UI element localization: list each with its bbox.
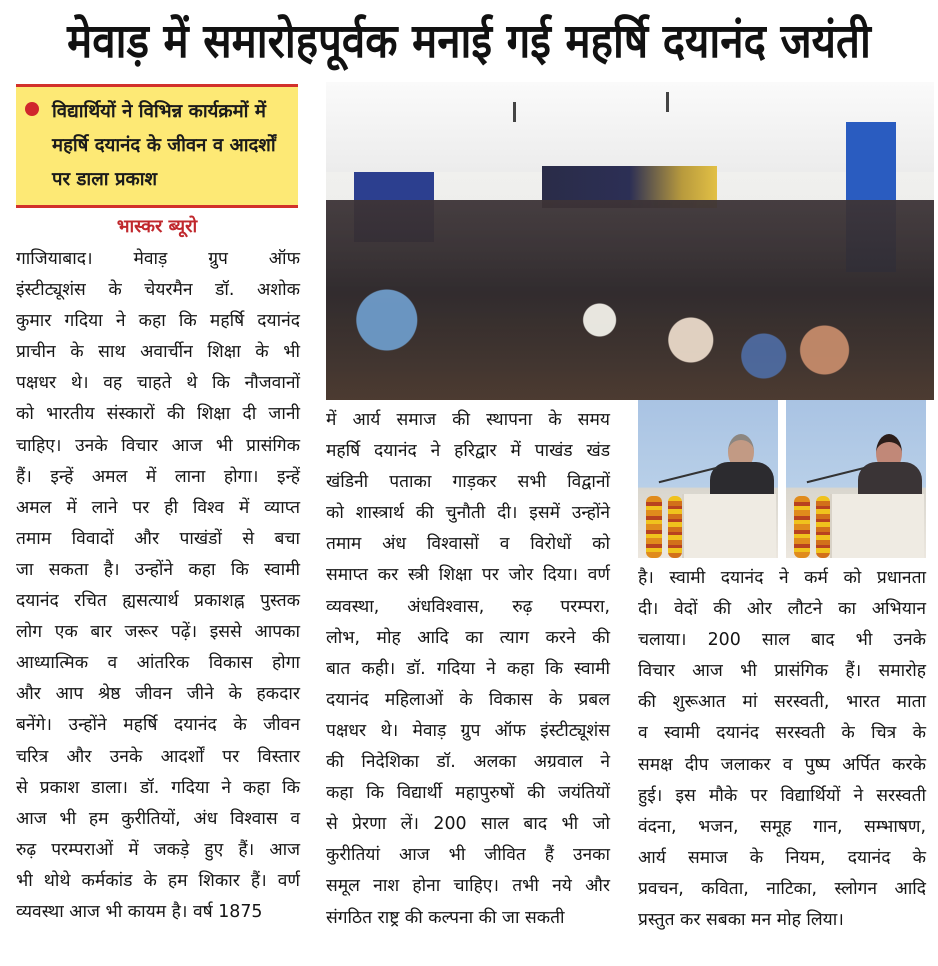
text-line: व स्वामी दयानंद सरस्वती के चित्र के bbox=[638, 723, 926, 744]
text-line: लोग एक बार जरूर पढ़ें। इससे आपका bbox=[16, 622, 300, 643]
deck-line: पर डाला प्रकाश bbox=[52, 169, 158, 190]
article-column-middle bbox=[326, 405, 610, 934]
text-line: आज भी हम कुरीतियों, अंध विश्वास व bbox=[16, 808, 300, 829]
female-speaker-photo bbox=[786, 400, 926, 558]
text-line: चाहिए। उनके विचार आज भी प्रासंगिक bbox=[16, 435, 300, 456]
text-line: को शास्त्रार्थ की चुनौती दी। इसमें उन्होंने bbox=[326, 503, 610, 524]
text-line: खंडिनी पताका गाड़कर सभी विद्वानों bbox=[326, 472, 610, 493]
deck-box bbox=[16, 84, 298, 208]
text-line: कहा कि विद्यार्थी महापुरुषों की जयंतियों bbox=[326, 783, 610, 804]
text-line: कुरीतियां आज भी जीवित हैं उनका bbox=[326, 845, 610, 866]
text-line: चरित्र और उनके आदर्शों पर विस्तार bbox=[16, 746, 300, 767]
text-line: पक्षधर थे। मेवाड़ ग्रुप ऑफ इंस्टीट्यूशंस bbox=[326, 720, 610, 741]
text-line: हुई। इस मौके पर विद्यार्थियों ने सरस्वती bbox=[638, 785, 926, 806]
text-line: आध्यात्मिक व आंतरिक विकास होगा bbox=[16, 653, 300, 674]
text-line: गाजियाबाद। मेवाड़ ग्रुप ऑफ bbox=[16, 249, 300, 269]
article-column-right bbox=[638, 563, 926, 936]
text-line: से प्रकाश डाला। डॉ. गदिया ने कहा कि bbox=[16, 777, 300, 798]
deck-line: महर्षि दयानंद के जीवन व आदर्शों bbox=[52, 135, 276, 156]
text-line: की शुरूआत मां सरस्वती, भारत माता bbox=[638, 692, 926, 713]
text-line: प्रस्तुत कर सबका मन मोह लिया। bbox=[638, 910, 844, 931]
text-line: संगठित राष्ट्र की कल्पना की जा सकती bbox=[326, 907, 565, 928]
text-line: समाप्त कर स्त्री शिक्षा पर जोर दिया। वर्ण bbox=[326, 565, 610, 586]
text-line: समक्ष दीप जलाकर व पुष्प अर्पित करके bbox=[638, 754, 926, 775]
text-line: है। स्वामी दयानंद ने कर्म को प्रधानता bbox=[638, 568, 926, 588]
text-line: विचार आज भी प्रासंगिक हैं। समारोह bbox=[638, 661, 926, 682]
text-line: भी थोथे कर्मकांड के हम शिकार हैं। वर्ण bbox=[16, 870, 300, 891]
text-line: रुढ़ परम्पराओं में जकड़े हुए हैं। आज bbox=[16, 839, 300, 860]
text-line: पक्षधर थे। वह चाहते थे कि नौजवानों bbox=[16, 373, 300, 394]
text-line: आर्य समाज के नियम, दयानंद के bbox=[638, 847, 926, 868]
text-line: इंस्टीट्यूशंस के चेयरमैन डॉ. अशोक bbox=[16, 280, 300, 301]
byline: भास्कर ब्यूरो bbox=[116, 216, 198, 237]
text-line: हैं। इन्हें अमल में लाना होगा। इन्हें bbox=[16, 466, 300, 487]
text-line: को भारतीय संस्कारों की शिक्षा दी जानी bbox=[16, 404, 300, 425]
text-line: बात कही। डॉ. गदिया ने कहा कि स्वामी bbox=[326, 658, 610, 679]
text-line: अमल में लाने पर ही विश्व में व्याप्त bbox=[16, 497, 300, 518]
text-line: जा सकता है। उन्होंने कहा कि स्वामी bbox=[16, 559, 300, 580]
text-line: से प्रेरणा लें। 200 साल बाद भी जो bbox=[326, 814, 610, 835]
text-line: और आप श्रेष्ठ जीवन जीने के हकदार bbox=[16, 684, 300, 705]
text-line: प्रवचन, कविता, नाटिका, स्लोगन आदि bbox=[638, 878, 926, 899]
text-line: तमाम अंध विश्वासों व विरोधों को bbox=[326, 534, 610, 555]
text-line: बनेंगे। उन्होंने महर्षि दयानंद के जीवन bbox=[16, 715, 300, 736]
deck-line: विद्यार्थियों ने विभिन्न कार्यक्रमों में bbox=[52, 101, 266, 122]
headline: मेवाड़ में समारोहपूर्वक मनाई गई महर्षि दयानंद जयंती bbox=[67, 13, 871, 69]
text-line: दयानंद रचित ह्यसत्यार्थ प्रकाशह्न पुस्तक bbox=[16, 591, 300, 612]
text-line: वंदना, भजन, समूह गान, सम्भाषण, bbox=[638, 816, 926, 837]
text-line: महर्षि दयानंद ने हरिद्वार में पाखंड खंड bbox=[326, 441, 610, 462]
text-line: की निदेशिका डॉ. अलका अग्रवाल ने bbox=[326, 752, 610, 773]
text-line: कुमार गदिया ने कहा कि महर्षि दयानंद bbox=[16, 311, 300, 332]
text-line: तमाम विवादों और पाखंडों से बचा bbox=[16, 528, 300, 549]
text-line: दी। वेदों की ओर लौटने का अभियान bbox=[638, 599, 926, 620]
text-line: चलाया। 200 साल बाद भी उनके bbox=[638, 630, 926, 651]
deck-text bbox=[52, 95, 290, 197]
text-line: व्यवस्था, अंधविश्वास, रुढ़ परम्परा, bbox=[326, 596, 610, 617]
text-line: व्यवस्था आज भी कायम है। वर्ष 1875 bbox=[16, 901, 263, 922]
text-line: समूल नाश होना चाहिए। तभी नये और bbox=[326, 876, 610, 897]
article-column-left bbox=[16, 244, 300, 928]
male-speaker-photo bbox=[638, 400, 778, 558]
text-line: दयानंद महिलाओं के विकास के प्रबल bbox=[326, 689, 610, 710]
audience-hall-photo bbox=[326, 82, 934, 400]
text-line: में आर्य समाज की स्थापना के समय bbox=[326, 410, 610, 430]
text-line: प्राचीन के साथ अवार्चीन शिक्षा के भी bbox=[16, 342, 300, 363]
bullet-icon bbox=[25, 102, 39, 116]
text-line: लोभ, मोह आदि का त्याग करने की bbox=[326, 627, 610, 648]
